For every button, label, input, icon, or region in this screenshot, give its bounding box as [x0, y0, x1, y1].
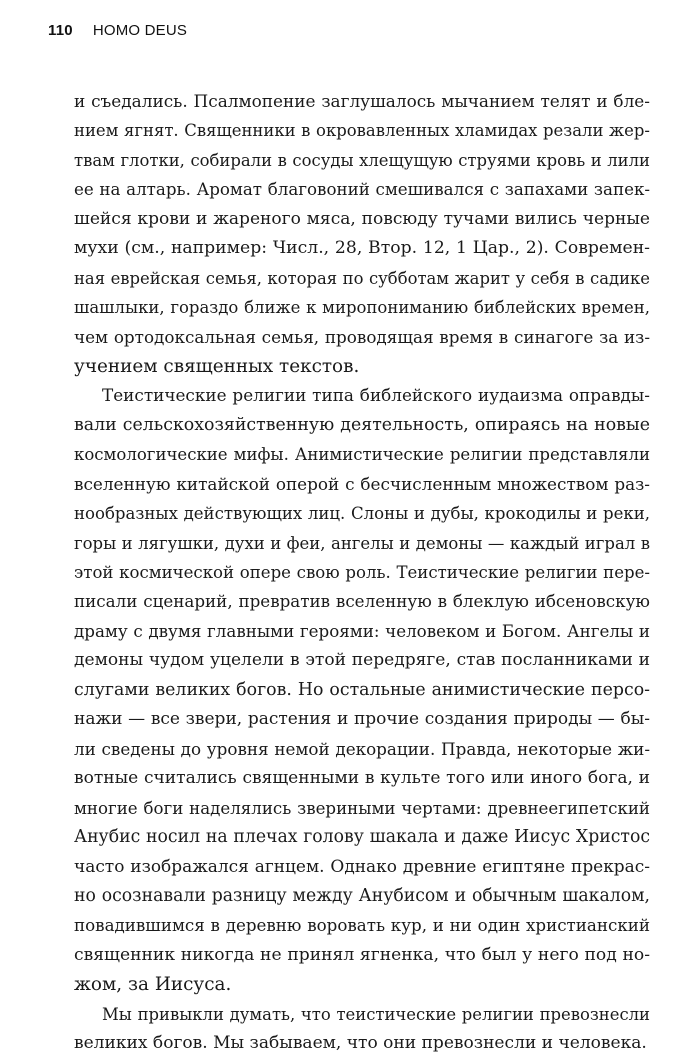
- text-line: демоны чудом уцелели в этой передряге, став посланниками и: [74, 650, 650, 671]
- text-line: Теистические религии типа библейского иудаизма оправды-: [102, 385, 650, 406]
- text-line: нажи — все звери, растения и прочие создания природы — бы-: [74, 709, 650, 730]
- body-text: [74, 87, 650, 1058]
- text-line: ная еврейская семья, которая по субботам жарит у себя в садике: [74, 268, 650, 288]
- text-line: повадившимся в деревню воровать кур, и ни один христианский: [74, 915, 650, 936]
- book-title: HOMO DEUS: [92, 22, 188, 39]
- text-line: вотные считались священными в культе того или иного бога, и: [74, 768, 650, 789]
- text-line: Мы привыкли думать, что теистические религии превознесли: [102, 1004, 650, 1024]
- text-line: но осознавали разницу между Анубисом и обычным шакалом,: [74, 885, 650, 906]
- text-line: учением священных текстов.: [74, 355, 360, 377]
- text-line: вали сельскохозяйственную деятельность, опираясь на новые: [74, 414, 650, 435]
- text-line: нием ягнят. Священники в окровавленных хламидах резали жер-: [74, 121, 650, 141]
- page-number: 110: [48, 22, 73, 39]
- text-line: вселенную китайской оперой с бесчисленным множеством раз-: [74, 473, 650, 494]
- text-line: великих богов. Мы забываем, что они превознесли и человека.: [74, 1033, 647, 1053]
- text-line: шейся крови и жареного мяса, повсюду тучами вились черные: [74, 208, 650, 229]
- text-line: чем ортодоксальная семья, проводящая время в синагоге за из-: [74, 326, 650, 347]
- text-line: ее на алтарь. Аромат благовоний смешивался с запахами запек-: [74, 180, 650, 200]
- text-line: нообразных действующих лиц. Слоны и дубы, крокодилы и реки,: [74, 504, 650, 524]
- running-head: [48, 22, 187, 39]
- text-line: часто изображался агнцем. Однако древние египтяне прекрас-: [74, 856, 650, 877]
- text-line: многие боги наделялись звериными чертами: древнеегипетский: [74, 798, 650, 818]
- text-line: мухи (см., например: Числ., 28, Втор. 12, 1 Цар., 2). Современ-: [74, 238, 650, 259]
- text-line: космологические мифы. Анимистические религии представляли: [74, 445, 650, 465]
- text-line: драму с двумя главными героями: человеком и Богом. Ангелы и: [74, 620, 650, 641]
- text-line: ли сведены до уровня немой декорации. Правда, некоторые жи-: [74, 738, 650, 759]
- text-line: горы и лягушки, духи и феи, ангелы и демоны — каждый играл в: [74, 533, 650, 553]
- text-line: твам глотки, собирали в сосуды хлещущую струями кровь и лили: [74, 150, 650, 170]
- text-line: шашлыки, гораздо ближе к миропониманию библейских времен,: [74, 298, 650, 318]
- text-line: Анубис носил на плечах голову шакала и даже Иисус Христос: [74, 826, 650, 847]
- text-line: слугами великих богов. Но остальные анимистические персо-: [74, 679, 650, 700]
- text-line: писали сценарий, превратив вселенную в блеклую ибсеновскую: [74, 591, 650, 612]
- text-line: священник никогда не принял ягненка, что был у него под но-: [74, 944, 650, 965]
- text-line: и съедались. Псалмопение заглушалось мычанием телят и бле-: [74, 91, 650, 111]
- text-line: жом, за Иисуса.: [74, 974, 232, 996]
- text-line: этой космической опере свою роль. Теистические религии пере-: [74, 563, 650, 582]
